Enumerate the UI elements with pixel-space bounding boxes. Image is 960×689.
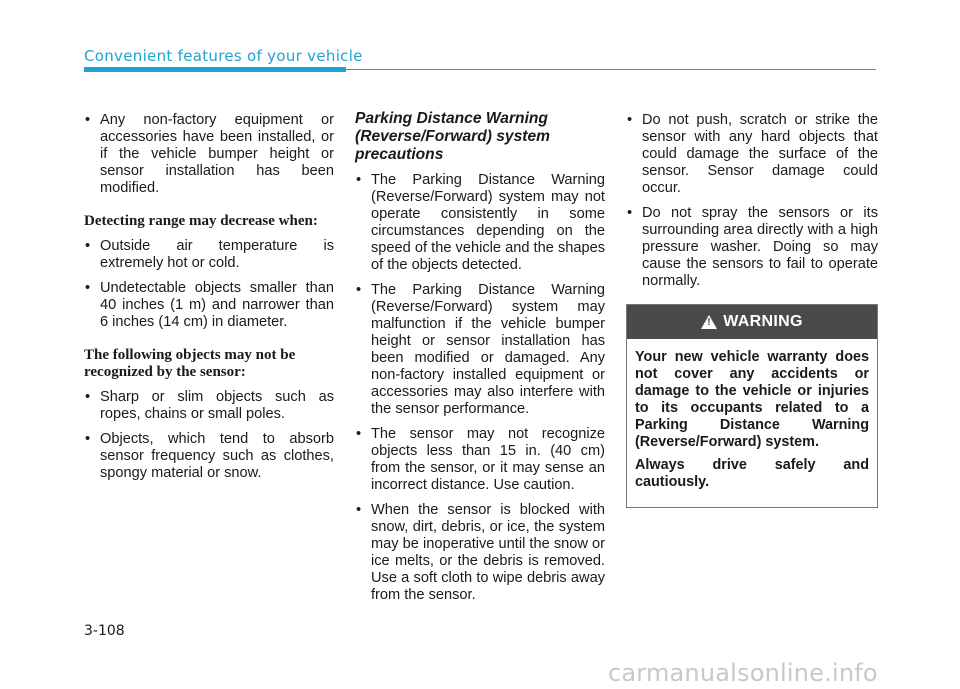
list-item: • The sensor may not recognize objects less than 15 in. (40 cm) from the sensor, or it may sense an incorrect distance. Use caution. <box>355 426 605 494</box>
list-item: • Sharp or slim objects such as ropes, chains or small poles. <box>84 389 334 423</box>
header-rule-thick <box>84 67 346 72</box>
page-number: 3-108 <box>84 623 125 639</box>
warning-header <box>627 305 877 339</box>
sensor-care-list <box>626 112 878 290</box>
list-item: • Do not spray the sensors or its surrounding area directly with a high pressure washer. Doing so may cause the sensors to fail to operate normally. <box>626 205 878 290</box>
intro-bullet-list <box>84 112 334 197</box>
warning-triangle-icon <box>701 315 717 329</box>
detecting-range-heading: Detecting range may decrease when: <box>84 213 318 229</box>
list-item: • Undetectable objects smaller than 40 inches (1 m) and narrower than 6 inches (14 cm) in diameter. <box>84 280 334 331</box>
unrecognized-objects-heading: The following objects may not be recognized by the sensor: <box>84 347 296 380</box>
column-1 <box>84 112 334 490</box>
unrecognized-objects-list <box>84 389 334 482</box>
section-header-title: Convenient features of your vehicle <box>84 47 363 65</box>
list-item: • Do not push, scratch or strike the sensor with any hard objects that could damage the surface of the sensor. Sensor damage could occur. <box>626 112 878 197</box>
list-item: • When the sensor is blocked with snow, dirt, debris, or ice, the system may be inoperative until the snow or ice melts, or the debris is removed. Use a soft cloth to wipe debris away from the sensor. <box>355 502 605 604</box>
watermark-text: carmanualsonline.info <box>608 659 878 687</box>
list-item: • The Parking Distance Warning (Reverse/Forward) system may not operate consistently in some circumstances depending on the speed of the vehicle and the shapes of the objects detected. <box>355 172 605 274</box>
precautions-list <box>355 172 605 604</box>
detecting-range-list <box>84 238 334 331</box>
list-item: • Any non-factory equipment or accessories have been installed, or if the vehicle bumper height or sensor installation has been modified. <box>84 112 334 197</box>
column-3 <box>626 112 878 508</box>
precautions-section-title: Parking Distance Warning (Reverse/Forward) system precautions <box>355 110 551 163</box>
list-item: • The Parking Distance Warning (Reverse/Forward) system may malfunction if the vehicle bumper height or sensor installation has been modified or damaged. Any non-factory installed equipment or accessories may also interfere with the sensor performance. <box>355 282 605 418</box>
warning-paragraph: Always drive safely and cautiously. <box>635 457 869 490</box>
warning-paragraph: Your new vehicle warranty does not cover any accidents or damage to the vehicle or injuries to its occupants related to a Parking Distance Warning (Reverse/Forward) system. <box>635 349 869 450</box>
list-item: • Outside air temperature is extremely hot or cold. <box>84 238 334 272</box>
column-2 <box>355 112 605 612</box>
warning-box <box>626 304 878 508</box>
header-rule-thin <box>346 69 876 70</box>
list-item: • Objects, which tend to absorb sensor frequency such as clothes, spongy material or snow. <box>84 431 334 482</box>
warning-label: WARNING <box>723 313 803 330</box>
warning-body <box>627 339 877 507</box>
